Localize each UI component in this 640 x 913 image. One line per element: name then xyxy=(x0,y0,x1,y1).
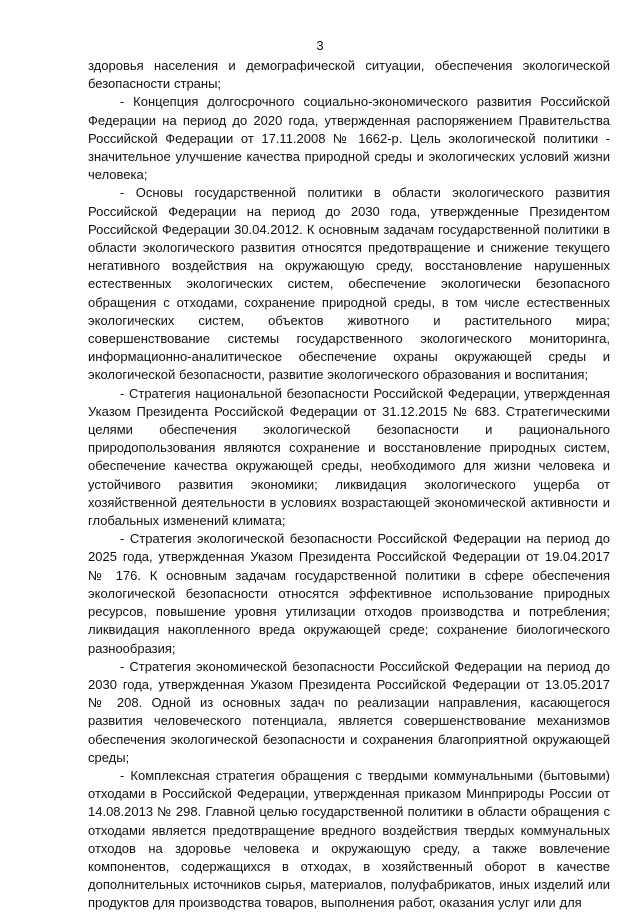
paragraph-continuation: здоровья населения и демографической ситуации, обеспечения экологической безопасности страны; xyxy=(88,58,610,92)
paragraph-economic-security-strategy: - Стратегия экономической безопасности Российской Федерации на период до 2030 года, утвержденная Указом Президента Российской Федерации от 13.05.2017 № 208. Одной из основных задач по реализации направления, касающегося развития человеческого потенциала, является совершенствование механизмов обеспечения экологической безопасности и сохранения благоприятной окружающей среды; xyxy=(88,658,610,765)
paragraph-concept-2020: - Концепция долгосрочного социально-экономического развития Российской Федерации на период до 2020 года, утвержденная распоряжением Правительства Российской Федерации от 17.11.2008 № 1662-р. Цель экологической политики - значительное улучшение качества природной среды и экологических условий жизни человека; xyxy=(88,94,610,183)
paragraph-foundations-2030: - Основы государственной политики в области экологического развития Российской Федерации на период до 2030 года, утвержденные Президентом Российской Федерации 30.04.2012. К основным задачам государственной политики в области экологического развития относятся предотвращение и снижение текущего негативного воздействия на окружающую среду, восстановление нарушенных естественных экологических систем, обеспечение экологически безопасного обращения с отходами, сохранение природной среды, в том числе естественных экологических систем, объектов животного и растительного мира; совершенствование системы государственного экологического мониторинга, информационно-аналитическое обеспечение охраны окружающей среды и экологической безопасности, развитие экологического образования и воспитания; xyxy=(88,185,610,383)
paragraph-waste-strategy: - Комплексная стратегия обращения с твердыми коммунальными (бытовыми) отходами в Российской Федерации, утвержденная приказом Минприроды России от 14.08.2013 № 298. Главной целью государственной политики в области обращения с отходами является предотвращение вредного воздействия твердых коммунальных отходов на здоровье человека и окружающую среду, а также вовлечение компонентов, содержащихся в отходах, в хозяйственный оборот в качестве дополнительных источников сырья, материалов, полуфабрикатов, иных изделий или продуктов для производства товаров, выполнения работ, оказания услуг или для xyxy=(88,767,610,911)
page-number: 3 xyxy=(316,38,324,53)
paragraph-ecological-security-strategy: - Стратегия экологической безопасности Российской Федерации на период до 2025 года, утвержденная Указом Президента Российской Федерации от 19.04.2017 № 176. К основным задачам государственной политики в сфере обеспечения экологической безопасности относятся эффективное использование природных ресурсов, повышение уровня утилизации отходов производства и потребления; ликвидация накопленного вреда окружающей среде; сохранение биологического разнообразия; xyxy=(88,531,610,656)
paragraph-national-security-strategy: - Стратегия национальной безопасности Российской Федерации, утвержденная Указом Президента Российской Федерации от 31.12.2015 № 683. Стратегическими целями обеспечения экологической безопасности и рационального природопользования являются сохранение и восстановление природных систем, обеспечение качества окружающей среды, необходимого для жизни человека и устойчивого развития экономики; ликвидация экологического ущерба от хозяйственной деятельности в условиях возрастающей экономической активности и глобальных изменений климата; xyxy=(88,385,610,529)
document-body xyxy=(88,57,610,913)
